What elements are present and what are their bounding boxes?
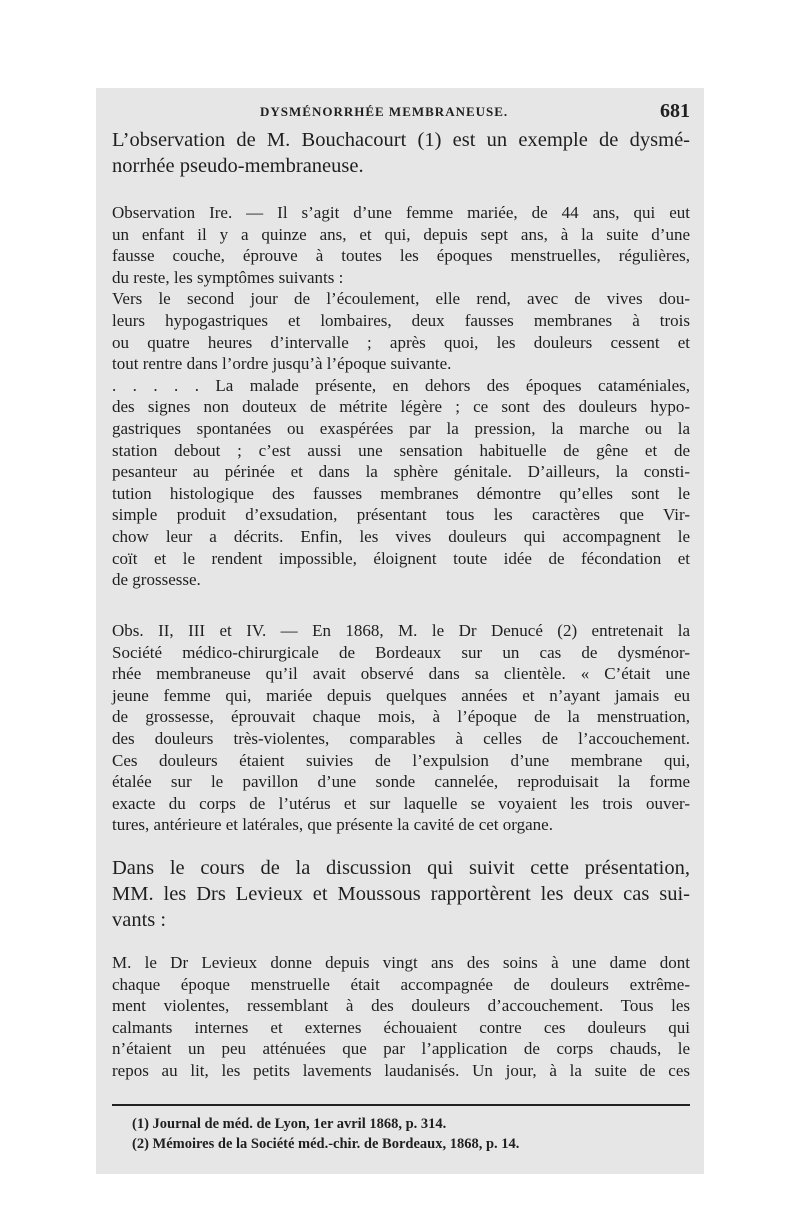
- text-line: Vers le second jour de l’écoulement, elle rend, avec de vives dou-: [112, 289, 690, 309]
- running-head: [112, 100, 690, 124]
- text-line: vants :: [112, 909, 167, 931]
- text-line: exacte du corps de l’utérus et sur laquelle se voyaient les trois ouver-: [112, 793, 690, 813]
- text-line: Obs. II, III et IV. — En 1868, M. le Dr Denucé (2) entretenait la: [112, 621, 690, 640]
- observation-1: [112, 202, 690, 591]
- text-line: chow leur a décrits. Enfin, les vives douleurs qui accompagnent le: [112, 526, 690, 546]
- text-line: ou quatre heures d’intervalle ; après quoi, les douleurs cessent et: [112, 332, 690, 352]
- text-line: fausse couche, éprouve à toutes les époques menstruelles, régulières,: [112, 246, 690, 266]
- intro-paragraph: [112, 127, 690, 179]
- page-number: 681: [660, 100, 690, 122]
- text-line: Ces douleurs étaient suivies de l’expulsion d’une membrane qui,: [112, 750, 690, 770]
- text-line: des douleurs très-violentes, comparables à celles de l’accouchement.: [112, 728, 690, 748]
- text-line: calmants internes et externes échouaient contre ces douleurs qui: [112, 1017, 690, 1037]
- levieux-case: [112, 952, 690, 1082]
- text-line: leurs hypogastriques et lombaires, deux fausses membranes à trois: [112, 310, 690, 330]
- text-line: tution histologique des fausses membranes démontre qu’elles sont le: [112, 483, 690, 503]
- text-line: jeune femme qui, mariée depuis quelques années et n’ayant jamais eu: [112, 685, 690, 705]
- text-line: L’observation de M. Bouchacourt (1) est un exemple de dysmé-: [112, 129, 690, 151]
- text-line: n’étaient un peu atténuées que par l’application de corps chauds, le: [112, 1039, 690, 1059]
- text-line: de grossesse, éprouvait chaque mois, à l’époque de la menstruation,: [112, 707, 690, 727]
- text-line: repos au lit, les petits lavements laudanisés. Un jour, à la suite de ces: [112, 1060, 690, 1080]
- text-line: station debout ; c’est aussi une sensation habituelle de gêne et de: [112, 440, 690, 460]
- text-line: tures, antérieure et latérales, que présente la cavité de cet organe.: [112, 815, 553, 835]
- running-head-title: DYSMÉNORRHÉE MEMBRANEUSE.: [260, 104, 509, 119]
- text-line: M. le Dr Levieux donne depuis vingt ans des soins à une dame dont: [112, 953, 690, 972]
- text-line: ment violentes, ressemblant à des douleurs d’accouchement. Tous les: [112, 996, 690, 1016]
- text-line: Dans le cours de la discussion qui suivit cette présentation,: [112, 857, 690, 879]
- text-line: gastriques spontanées ou exaspérées par la pression, la marche ou la: [112, 418, 690, 438]
- text-line: un enfant il y a quinze ans, et qui, depuis sept ans, à la suite d’une: [112, 224, 690, 244]
- text-line: étalée sur le pavillon d’une sonde cannelée, reproduisait la forme: [112, 772, 690, 792]
- text-line: Observation Ire. — Il s’agit d’une femme mariée, de 44 ans, qui eut: [112, 203, 690, 222]
- text-line: simple produit d’exsudation, présentant tous les caractères que Vir-: [112, 505, 690, 525]
- text-line: coït et le rendent impossible, éloignent toute idée de fécondation et: [112, 548, 690, 568]
- text-line: Société médico-chirurgicale de Bordeaux sur un cas de dysménor-: [112, 642, 690, 662]
- text-line: tout rentre dans l’ordre jusqu’à l’époque suivante.: [112, 354, 452, 374]
- footnote-2: (2) Mémoires de la Société méd.-chir. de Bordeaux, 1868, p. 14.: [132, 1136, 520, 1152]
- text-line: des signes non douteux de métrite légère ; ce sont des douleurs hypo-: [112, 397, 690, 417]
- footnote-rule: [112, 1104, 690, 1106]
- text-line: rhée membraneuse qu’il avait observé dans sa clientèle. « C’était une: [112, 664, 690, 684]
- text-line: de grossesse.: [112, 570, 201, 590]
- discussion-paragraph: [112, 855, 690, 933]
- observation-2-3-4: [112, 620, 690, 836]
- text-line: norrhée pseudo-membraneuse.: [112, 155, 364, 177]
- text-line: chaque époque menstruelle était accompagnée de douleurs extrême-: [112, 974, 690, 994]
- footnote-1: (1) Journal de méd. de Lyon, 1er avril 1868, p. 314.: [132, 1116, 447, 1132]
- footnotes: [132, 1114, 690, 1154]
- text-line: pesanteur au périnée et dans la sphère génitale. D’ailleurs, la consti-: [112, 462, 690, 482]
- text-line: MM. les Drs Levieux et Moussous rapportèrent les deux cas sui-: [112, 883, 690, 905]
- text-line: . . . . . La malade présente, en dehors des époques cataméniales,: [112, 375, 690, 395]
- text-line: du reste, les symptômes suivants :: [112, 267, 344, 287]
